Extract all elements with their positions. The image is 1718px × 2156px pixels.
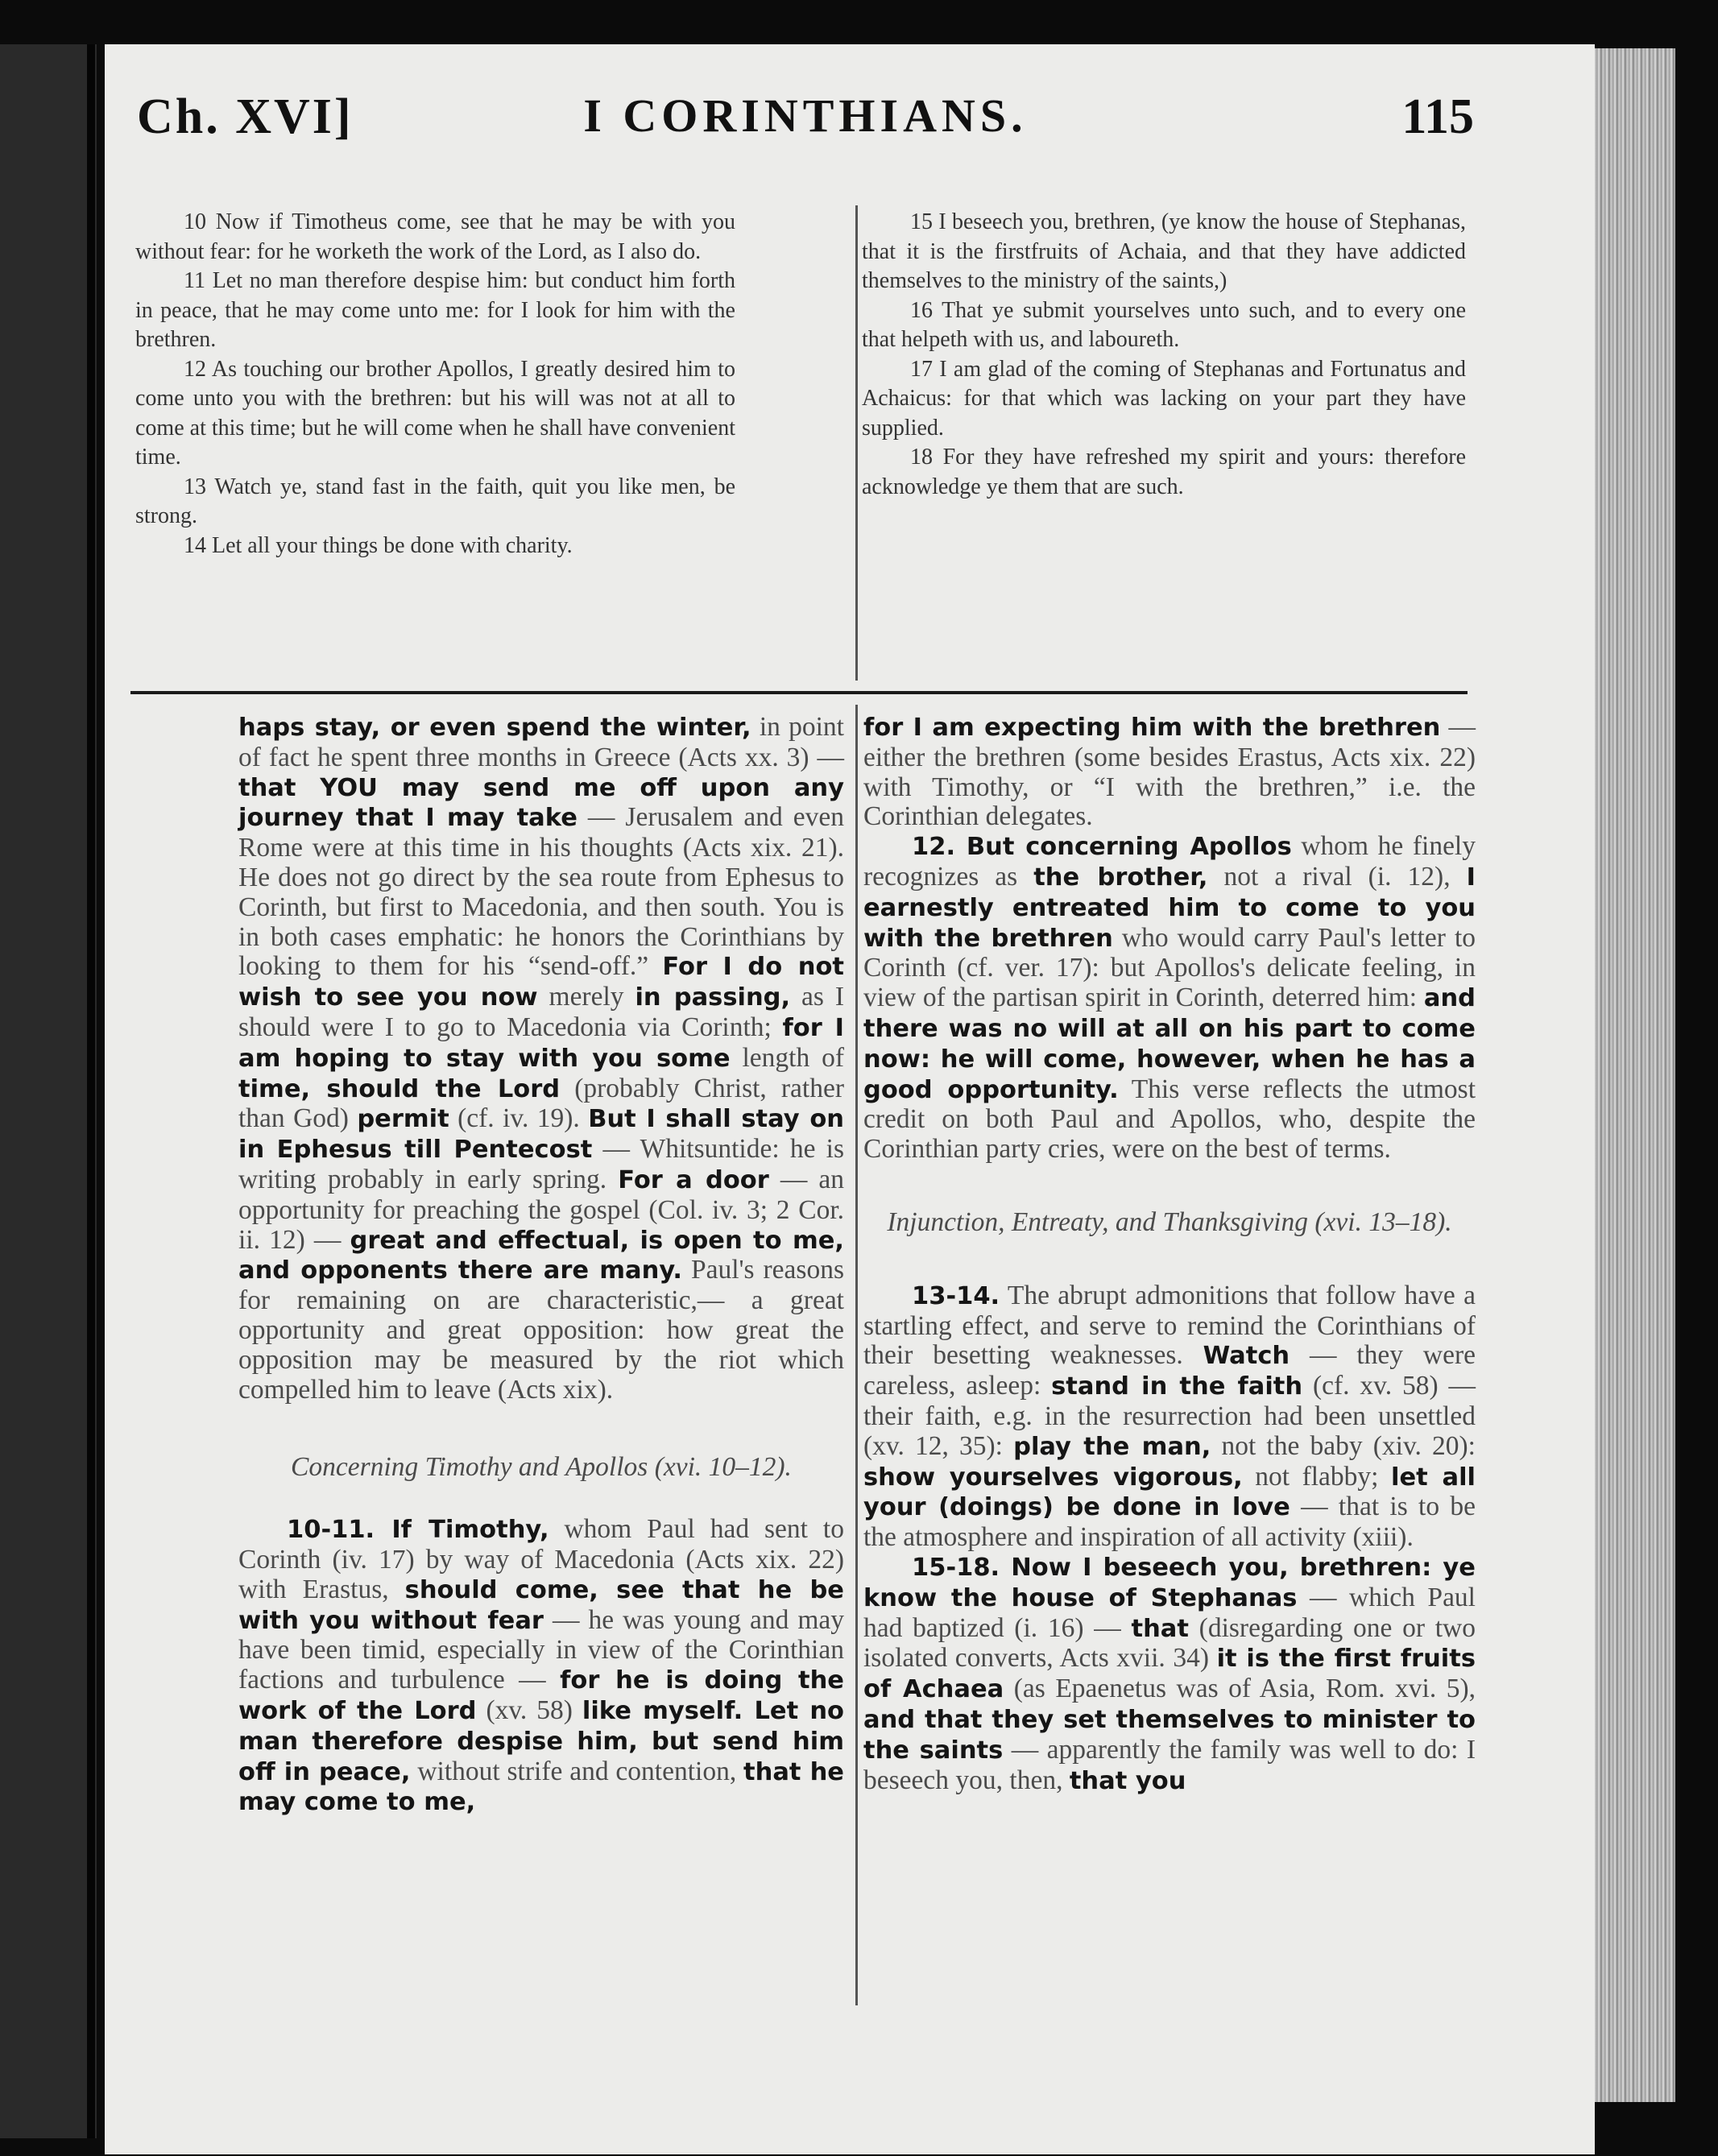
verse-10: 10 Now if Timotheus come, see that he may be with you without fear: for he worketh the work of the Lord, as I also do.: [135, 209, 735, 264]
commentary-text: — they were careless, asleep:: [863, 1340, 1476, 1401]
verse-18: 18 For they have refreshed my spirit and yours: therefore acknowledge ye them that are such.: [862, 445, 1466, 499]
commentary-paragraph: [863, 1281, 1476, 1553]
verse-14: 14 Let all your things be done with charity.: [184, 532, 573, 558]
commentary-text: This verse reflects the utmost credit on both Paul and Apollos, who, despite the Corinthian party cries, were on the best of terms.: [863, 1074, 1476, 1165]
commentary-text: — that is to be the atmosphere and inspiration of all activity (xiii).: [863, 1492, 1476, 1553]
commentary-text: whom Paul had sent to Corinth (iv. 17) by way of Macedonia (Acts xix. 22) with Erastus,: [238, 1514, 844, 1604]
bold-quote: that you: [1069, 1766, 1186, 1795]
commentary-paragraph: [863, 1553, 1476, 1796]
commentary-text: who would carry Paul's letter to Corinth (cf. ver. 17): but Apollos's delicate feeling, in view of the partisan spirit in Corinth, deterred him:: [863, 922, 1476, 1013]
commentary-text: merely: [537, 982, 635, 1012]
commentary-text: (disregarding one or two isolated converts, Acts xvii. 34): [863, 1612, 1476, 1674]
bold-quote: for I am hoping to stay with you some: [238, 1013, 844, 1073]
bold-quote: should come, see that he be with you without fear: [238, 1575, 844, 1635]
bold-quote: Watch: [1203, 1342, 1290, 1371]
bold-quote: play the man,: [1013, 1432, 1211, 1461]
gutter-fold: [87, 44, 95, 2138]
bold-quote: 13-14.: [912, 1281, 1000, 1310]
book-title: I CORINTHIANS.: [583, 89, 1028, 142]
commentary-text: (as Epaenetus was of Asia, Rom. xvi. 5),: [1004, 1674, 1476, 1704]
bold-quote: and there was no will at all on his part to come now: he will come, however, when he has a good opportunity.: [863, 984, 1476, 1104]
column-divider-bottom: [855, 705, 858, 2005]
bold-quote: for I am expecting him with the brethren: [863, 714, 1441, 742]
bold-quote: that: [1131, 1614, 1189, 1643]
bold-quote: in passing,: [635, 983, 791, 1012]
bold-quote: the brother,: [1033, 863, 1208, 892]
bold-quote: let all your (doings) be done in love: [863, 1463, 1476, 1522]
scripture-text-right: [862, 208, 1466, 502]
bold-quote: 10-11. If Timothy,: [287, 1516, 549, 1545]
bold-quote: For I do not wish to see you now: [238, 953, 844, 1012]
commentary-text: not a rival (i. 12),: [1207, 861, 1467, 892]
commentary-paragraph: [238, 1515, 844, 1818]
bold-quote: that YOU may send me off upon any journey that I may take: [238, 773, 844, 833]
bold-quote: time, should the Lord: [238, 1074, 561, 1103]
scan-background: [1675, 0, 1718, 2156]
commentary-left: [238, 713, 844, 1818]
commentary-text: — either the brethren (some besides Erastus, Acts xix. 22) with Timothy, or “I with the brethren,” i.e. the Corinthian delegates.: [863, 712, 1476, 832]
commentary-text: in point of fact he spent three months in Greece (Acts xx. 3) —: [238, 712, 844, 772]
facing-page-edge: [0, 44, 97, 2138]
bold-quote: 15-18. Now I beseech you, brethren: ye know the house of Stephanas: [863, 1553, 1476, 1612]
bold-quote: like myself. Let no man therefore despise him, but send him off in peace,: [238, 1696, 844, 1786]
commentary-paragraph: [238, 713, 844, 1405]
section-heading-injunction: Injunction, Entreaty, and Thanksgiving (xvi. 13–18).: [887, 1206, 1452, 1237]
column-divider-top: [855, 205, 858, 681]
commentary-text: whom he finely recognizes as: [863, 831, 1476, 892]
commentary-text: as I should were I to go to Macedonia via Corinth;: [238, 982, 844, 1042]
commentary-text: (cf. iv. 19).: [449, 1103, 589, 1134]
chapter-label: Ch. XVI]: [137, 89, 354, 144]
bold-quote: I earnestly entreated him to come to you with the brethren: [863, 863, 1476, 953]
bold-quote: For a door: [618, 1165, 769, 1194]
commentary-text: length of: [730, 1042, 844, 1073]
bold-quote: and that they set themselves to minister to the saints: [863, 1705, 1476, 1765]
bold-quote: show yourselves vigorous,: [863, 1463, 1243, 1492]
bold-quote: it is the first fruits of Achaea: [863, 1645, 1476, 1704]
bold-quote: 12. But concerning Apollos: [912, 833, 1292, 862]
commentary-text: (probably Christ, rather than God): [238, 1073, 844, 1134]
commentary-text: Paul's reasons for remaining on are characteristic,— a great opportunity and great opposition: how great the opposition may be measured by the riot which compelled him to leave (Acts xix).: [238, 1255, 844, 1405]
commentary-paragraph: [863, 713, 1476, 832]
commentary-text: without strife and contention,: [410, 1756, 744, 1786]
commentary-text: (xv. 58): [476, 1695, 582, 1725]
commentary-text: not flabby;: [1242, 1461, 1391, 1492]
verse-15: 15 I beseech you, brethren, (ye know the house of Stephanas, that it is the firstfruits of Achaia, and that they have addicted themselves to the ministry of the saints,): [862, 209, 1466, 293]
commentary-text: — which Paul had baptized (i. 16) —: [863, 1582, 1476, 1643]
commentary-text: — apparently the family was well to do: I beseech you, then,: [863, 1734, 1476, 1795]
bold-quote: that he may come to me,: [238, 1757, 844, 1817]
horizontal-rule: [130, 691, 1468, 694]
bold-quote: haps stay, or even spend the winter,: [238, 714, 751, 742]
section-heading-timothy-apollos: Concerning Timothy and Apollos (xvi. 10–12).: [291, 1452, 792, 1483]
scripture-text-left: [135, 208, 735, 561]
commentary-paragraph: [863, 832, 1476, 1165]
commentary-right: [863, 713, 1476, 1796]
bold-quote: permit: [357, 1105, 449, 1134]
commentary-text: The abrupt admonitions that follow have a startling effect, and serve to remind the Corinthians of their besetting weaknesses.: [863, 1280, 1476, 1371]
commentary-text: — an opportunity for preaching the gospel (Col. iv. 3; 2 Cor. ii. 12) —: [238, 1164, 844, 1255]
verse-13: 13 Watch ye, stand fast in the faith, quit you like men, be strong.: [135, 474, 735, 528]
commentary-text: (cf. xv. 58) — their faith, e.g. in the resurrection had been unsettled (xv. 12, 35):: [863, 1371, 1476, 1461]
verse-11: 11 Let no man therefore despise him: but conduct him forth in peace, that he may come unto me: for I look for him with the brethren.: [135, 268, 735, 352]
bold-quote: stand in the faith: [1051, 1372, 1303, 1401]
verse-17: 17 I am glad of the coming of Stephanas and Fortunatus and Achaicus: for that which was lacking on your part they have supplied.: [862, 356, 1466, 441]
commentary-text: — Jerusalem and even Rome were at this time in his thoughts (Acts xix. 21). He does not go direct by the sea route from Ephesus to Corinth, but first to Macedonia, and then south. You is in both cases emphatic: he honors the Corinthians by looking to them for his “send-off.”: [238, 802, 844, 982]
running-head: [137, 89, 1474, 161]
page-stack-edge: [1595, 48, 1675, 2102]
verse-12: 12 As touching our brother Apollos, I greatly desired him to come unto you with the brethren: but his will was not at all to come at this time; but he will come when he shall have convenient time.: [135, 356, 735, 470]
commentary-text: — he was young and may have been timid, especially in view of the Corinthian factions and turbulence —: [238, 1604, 844, 1695]
bold-quote: for he is doing the work of the Lord: [238, 1666, 844, 1725]
commentary-text: not the baby (xiv. 20):: [1211, 1430, 1476, 1461]
bold-quote: great and effectual, is open to me, and opponents there are many.: [238, 1226, 844, 1285]
commentary-text: — Whitsuntide: he is writing probably in early spring.: [238, 1134, 845, 1194]
bold-quote: But I shall stay on in Ephesus till Pentecost: [238, 1105, 844, 1165]
verse-16: 16 That ye submit yourselves unto such, and to every one that helpeth with us, and laboureth.: [862, 297, 1466, 352]
page-number: 115: [1401, 89, 1474, 144]
